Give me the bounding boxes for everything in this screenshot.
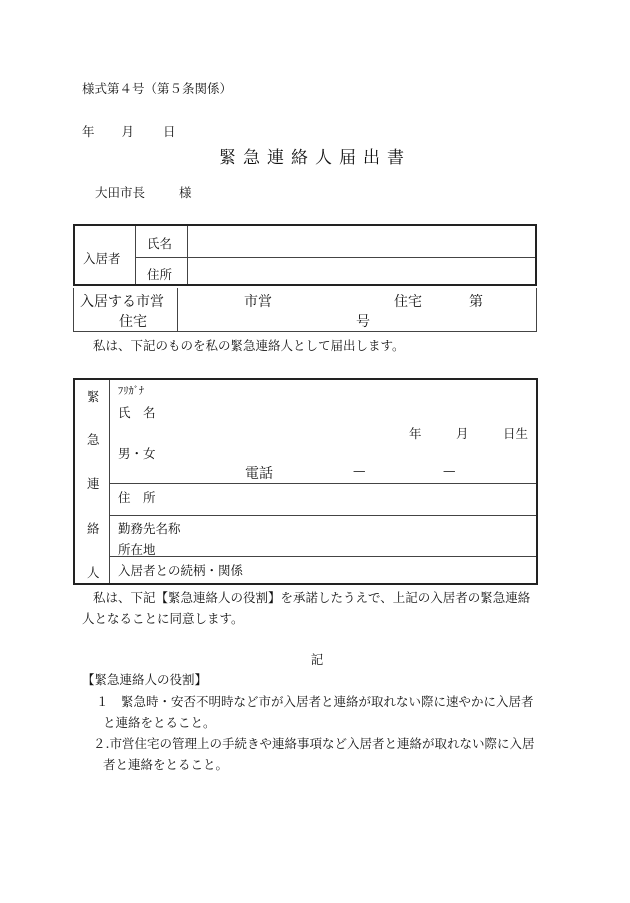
gender-select[interactable]: 男・女 [118,446,156,461]
relation-label: 入居者との続柄・関係 [118,563,244,578]
ki-heading: 記 [310,652,324,667]
housing-dai: 第 [469,294,483,310]
divider [177,288,178,331]
housing-go: 号 [356,314,370,330]
contact-name-label: 氏 名 [118,405,156,420]
resident-name-label: 氏名 [147,236,173,251]
date-day: 日 [163,124,176,139]
date-year: 年 [82,124,95,139]
phone-separator: — [353,463,366,478]
role-item-1-cont: と連絡をとること。 [103,715,216,730]
side-char: 緊 [87,389,100,404]
housing-row [73,288,537,332]
resident-table [73,224,537,286]
page-title: 緊急連絡人届出書 [219,148,411,168]
birth-year: 年 [409,426,422,441]
divider [109,556,536,557]
side-char: 絡 [87,521,100,536]
contact-address-label: 住 所 [118,490,156,505]
workplace-label: 勤務先名称 [118,521,181,536]
role-item-1: １ 緊急時・安否不明時など市が入居者と連絡が取れない際に速やかに入居者 [96,694,534,709]
resident-address-label: 住所 [147,267,173,282]
submission-date [82,122,176,140]
divider [135,226,136,284]
resident-label: 入居者 [83,251,121,266]
consent-text-line2: 人となることに同意します。 [82,611,244,626]
addressee [95,183,192,201]
divider [109,380,110,583]
housing-label-line1: 入居する市営 [80,294,164,310]
side-char: 急 [87,432,100,447]
workplace-address-label: 所在地 [118,542,156,557]
housing-city: 市営 [244,294,272,310]
furigana-label: ﾌﾘｶﾞﾅ [118,385,145,397]
consent-text-line1: 私は、下記【緊急連絡人の役割】を承諾したうえで、上記の入居者の緊急連絡 [93,590,531,605]
role-heading: 【緊急連絡人の役割】 [82,672,208,687]
resident-address-field[interactable] [188,258,535,284]
addressee-name: 大田市長 [95,185,146,200]
side-char: 人 [87,565,100,580]
role-item-2: ２.市営住宅の管理上の手続きや連絡事項など入居者と連絡が取れない際に入居 [93,736,535,751]
emergency-contact-table [73,378,538,585]
divider [109,483,536,484]
phone-label: 電話 [245,466,273,482]
form-number: 様式第４号（第５条関係） [82,81,233,96]
addressee-honorific: 様 [179,185,192,200]
housing-housing: 住宅 [394,294,422,310]
divider [109,515,536,516]
birth-day: 日生 [503,426,529,441]
resident-name-field[interactable] [188,226,535,257]
side-char: 連 [87,476,100,491]
birth-month: 月 [456,426,469,441]
phone-separator: — [443,463,456,478]
role-item-2-cont: 者と連絡をとること。 [103,757,229,772]
declaration-text: 私は、下記のものを私の緊急連絡人として届出します。 [93,338,405,353]
date-month: 月 [121,124,135,139]
housing-label-line2: 住宅 [119,314,147,330]
